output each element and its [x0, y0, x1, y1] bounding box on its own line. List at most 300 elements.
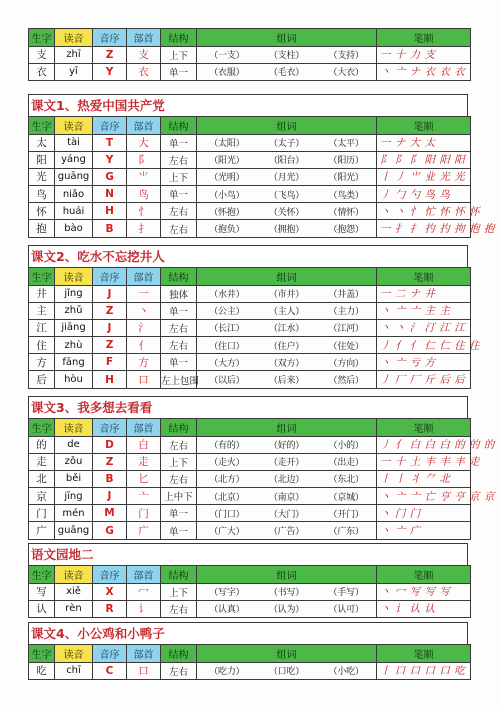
word-item: （抱负）: [209, 225, 245, 236]
table-row: [29, 505, 471, 522]
cell-pinyin: mén: [55, 505, 93, 522]
cell-char: 广: [29, 522, 55, 539]
header-words: 组词: [197, 29, 377, 47]
cell-char: 京: [29, 488, 55, 505]
table-row: [29, 453, 471, 470]
word-item: （关怀）: [268, 207, 305, 218]
word-item: （阳历）: [328, 156, 364, 167]
header-pinyin: 读音: [55, 268, 93, 286]
cell-letter: Z: [93, 302, 127, 319]
cell-strokes: 丶 冖 写 写 写: [377, 583, 471, 600]
table-row: [29, 151, 471, 168]
word-item: （小鸟）: [209, 190, 245, 201]
cell-char: 北: [29, 470, 55, 487]
table-row: [29, 319, 471, 336]
cell-pinyin: hòu: [55, 371, 93, 388]
header-radical: 部首: [127, 419, 161, 437]
cell-pinyin: guǎng: [55, 522, 93, 539]
word-item: （写字）: [209, 588, 245, 599]
cell-structure: 独体: [161, 285, 197, 302]
cell-char: 光: [29, 168, 55, 185]
word-item: （光明）: [209, 173, 245, 184]
cell-radical: 方: [127, 354, 161, 371]
character-table: [28, 565, 471, 618]
word-group: [197, 64, 376, 80]
word-group: [197, 135, 376, 151]
word-item: （住处）: [328, 341, 364, 352]
word-item: （方向）: [328, 358, 364, 369]
word-item: （出走）: [328, 458, 364, 469]
cell-letter: B: [93, 470, 127, 487]
cell-letter: J: [93, 319, 127, 336]
cell-words: [197, 453, 377, 470]
lesson-section: [28, 543, 468, 618]
cell-char: 住: [29, 337, 55, 354]
word-item: （拥抱）: [268, 225, 305, 236]
cell-radical: 讠: [127, 600, 161, 617]
cell-char: 主: [29, 302, 55, 319]
cell-radical: 忄: [127, 203, 161, 220]
cell-radical: 衣: [127, 63, 161, 80]
word-item: （京城）: [328, 492, 364, 503]
cell-words: [197, 220, 377, 237]
word-item: （大方）: [209, 358, 245, 369]
section-title: 课文2、吃水不忘挖井人: [28, 245, 468, 267]
word-item: （门口）: [209, 509, 245, 520]
cell-strokes: 丶 丶 氵 汀 江 江: [377, 319, 471, 336]
word-item: （广大）: [209, 527, 245, 538]
cell-char: 阳: [29, 151, 55, 168]
cell-structure: 左右: [161, 470, 197, 487]
cell-radical: 氵: [127, 319, 161, 336]
cell-words: [197, 46, 377, 63]
cell-radical: 口: [127, 662, 161, 679]
header-structure: 结构: [161, 645, 197, 663]
table-row: [29, 285, 471, 302]
cell-strokes: 一 扌 扌 扚 扚 拘 抱 抱: [377, 220, 471, 237]
word-item: （江水）: [268, 324, 305, 335]
table-row: [29, 662, 471, 679]
table-row: [29, 470, 471, 487]
word-item: （抱怨）: [328, 225, 364, 236]
header-words: 组词: [197, 117, 377, 135]
cell-radical: 亠: [127, 488, 161, 505]
cell-structure: 左右: [161, 319, 197, 336]
cell-words: [197, 662, 377, 679]
table-header-row: [29, 566, 471, 584]
word-group: [197, 601, 376, 617]
cell-strokes: 丨 口 口 口 口 吃: [377, 662, 471, 679]
word-item: （小吃）: [328, 667, 364, 678]
cell-words: [197, 203, 377, 220]
word-item: （住户）: [268, 341, 305, 352]
header-char: 生字: [29, 268, 55, 286]
cell-radical: 亻: [127, 337, 161, 354]
cell-strokes: 一 ナ 大 太: [377, 134, 471, 151]
header-letter: 音序: [93, 566, 127, 584]
table-row: [29, 220, 471, 237]
section-title: 课文1、热爱中国共产党: [28, 94, 468, 116]
header-letter: 音序: [93, 645, 127, 663]
word-item: （认可）: [328, 605, 364, 616]
table-row: [29, 302, 471, 319]
word-item: （有的）: [209, 441, 245, 452]
word-item: （毛衣）: [268, 68, 305, 79]
cell-pinyin: zǒu: [55, 453, 93, 470]
header-char: 生字: [29, 117, 55, 135]
cell-pinyin: jǐng: [55, 285, 93, 302]
header-radical: 部首: [127, 566, 161, 584]
word-item: （东北）: [328, 475, 364, 486]
cell-radical: 支: [127, 46, 161, 63]
word-item: （阳光）: [328, 173, 364, 184]
word-item: （水井）: [209, 290, 245, 301]
cell-radical: 鸟: [127, 186, 161, 203]
cell-pinyin: bào: [55, 220, 93, 237]
table-header-row: [29, 117, 471, 135]
cell-strokes: 丶 丶 忄 忙 怀 怀 怀: [377, 203, 471, 220]
cell-radical: 广: [127, 522, 161, 539]
cell-letter: H: [93, 203, 127, 220]
cell-strokes: 丿 勹 勺 鸟 鸟: [377, 186, 471, 203]
word-item: （阳光）: [209, 156, 245, 167]
cell-pinyin: zhǔ: [55, 302, 93, 319]
cell-words: [197, 134, 377, 151]
cell-letter: H: [93, 371, 127, 388]
word-group: [197, 505, 376, 521]
cell-char: 认: [29, 600, 55, 617]
cell-structure: 左右: [161, 436, 197, 453]
lesson-section: [28, 94, 495, 238]
cell-words: [197, 354, 377, 371]
cell-pinyin: jiāng: [55, 319, 93, 336]
cell-letter: F: [93, 354, 127, 371]
character-table: [28, 418, 495, 540]
cell-letter: B: [93, 220, 127, 237]
cell-words: [197, 186, 377, 203]
word-item: （走开）: [268, 458, 305, 469]
word-group: [197, 371, 376, 387]
word-item: （南京）: [268, 492, 305, 503]
word-item: （一支）: [209, 51, 245, 62]
cell-strokes: 丶 亠 ナ 衣 衣 衣: [377, 63, 471, 80]
word-group: [197, 186, 376, 202]
cell-structure: 上中下: [161, 488, 197, 505]
cell-char: 太: [29, 134, 55, 151]
cell-char: 鸟: [29, 186, 55, 203]
word-item: （公主）: [209, 307, 245, 318]
header-pinyin: 读音: [55, 566, 93, 584]
word-item: （口吃）: [268, 667, 305, 678]
cell-strokes: 一 十 力 支: [377, 46, 471, 63]
cell-words: [197, 319, 377, 336]
cell-words: [197, 302, 377, 319]
cell-char: 门: [29, 505, 55, 522]
cell-letter: M: [93, 505, 127, 522]
word-group: [197, 337, 376, 353]
character-table: [28, 28, 471, 81]
word-item: （认真）: [209, 605, 245, 616]
table-header-row: [29, 268, 471, 286]
character-table: [28, 644, 471, 680]
section-title: 课文4、小公鸡和小鸭子: [28, 622, 468, 644]
word-item: （长江）: [209, 324, 245, 335]
cell-letter: J: [93, 488, 127, 505]
cell-pinyin: yáng: [55, 151, 93, 168]
table-header-row: [29, 645, 471, 663]
word-item: （认为）: [268, 605, 305, 616]
cell-structure: 左右: [161, 662, 197, 679]
cell-strokes: 丶 门 门: [377, 505, 471, 522]
header-char: 生字: [29, 29, 55, 47]
cell-strokes: 丿 亻 亻 仁 仁 住 住: [377, 337, 471, 354]
cell-pinyin: zhī: [55, 46, 93, 63]
word-item: （月光）: [268, 173, 305, 184]
cell-pinyin: guāng: [55, 168, 93, 185]
header-strokes: 笔顺: [377, 117, 471, 135]
cell-structure: 单一: [161, 302, 197, 319]
header-strokes: 笔顺: [377, 645, 471, 663]
header-pinyin: 读音: [55, 117, 93, 135]
cell-char: 井: [29, 285, 55, 302]
word-item: （支持）: [328, 51, 364, 62]
word-item: （手写）: [328, 588, 364, 599]
cell-pinyin: běi: [55, 470, 93, 487]
cell-pinyin: niǎo: [55, 186, 93, 203]
cell-structure: 上下: [161, 453, 197, 470]
cell-pinyin: jīng: [55, 488, 93, 505]
table-row: [29, 203, 471, 220]
cell-radical: 扌: [127, 220, 161, 237]
cell-structure: 单一: [161, 186, 197, 203]
cell-radical: 一: [127, 285, 161, 302]
word-item: （广东）: [328, 527, 364, 538]
header-letter: 音序: [93, 29, 127, 47]
cell-char: 写: [29, 583, 55, 600]
cell-radical: 走: [127, 453, 161, 470]
word-item: （大门）: [268, 509, 305, 520]
word-item: （飞鸟）: [268, 190, 305, 201]
word-item: （然后）: [328, 376, 364, 387]
header-char: 生字: [29, 419, 55, 437]
cell-strokes: 丶 亠 亠 亡 亨 亨 京 京: [377, 488, 471, 505]
cell-pinyin: yī: [55, 63, 93, 80]
cell-structure: 单一: [161, 63, 197, 80]
cell-pinyin: rèn: [55, 600, 93, 617]
cell-letter: G: [93, 522, 127, 539]
cell-strokes: 一 二 ナ 井: [377, 285, 471, 302]
lesson-section: [28, 245, 481, 389]
cell-char: 吃: [29, 662, 55, 679]
table-row: [29, 600, 471, 617]
header-char: 生字: [29, 645, 55, 663]
cell-structure: 左右: [161, 203, 197, 220]
cell-words: [197, 337, 377, 354]
word-item: （江河）: [328, 324, 364, 335]
table-row: [29, 63, 471, 80]
cell-structure: 左右: [161, 151, 197, 168]
cell-structure: 单一: [161, 522, 197, 539]
cell-structure: 左右: [161, 337, 197, 354]
table-row: [29, 186, 471, 203]
header-radical: 部首: [127, 645, 161, 663]
word-item: （支柱）: [268, 51, 305, 62]
cell-letter: C: [93, 662, 127, 679]
word-item: （北方）: [209, 475, 245, 486]
header-words: 组词: [197, 419, 377, 437]
cell-letter: T: [93, 134, 127, 151]
cell-structure: 单一: [161, 505, 197, 522]
table-row: [29, 488, 471, 505]
cell-char: 抱: [29, 220, 55, 237]
cell-strokes: 丶 亠 广: [377, 522, 471, 539]
table-header-row: [29, 29, 471, 47]
word-item: （北京）: [209, 492, 245, 503]
word-item: （北边）: [268, 475, 305, 486]
cell-letter: Z: [93, 46, 127, 63]
header-words: 组词: [197, 645, 377, 663]
cell-words: [197, 488, 377, 505]
cell-strokes: 丶 亠 亏 方: [377, 354, 471, 371]
cell-char: 怀: [29, 203, 55, 220]
cell-words: [197, 436, 377, 453]
cell-letter: Z: [93, 453, 127, 470]
header-strokes: 笔顺: [377, 29, 471, 47]
word-group: [197, 488, 376, 504]
cell-char: 支: [29, 46, 55, 63]
cell-structure: 单一: [161, 134, 197, 151]
cell-radical: 冖: [127, 583, 161, 600]
word-item: （太子）: [268, 139, 305, 150]
table-header-row: [29, 419, 471, 437]
cell-char: 后: [29, 371, 55, 388]
table-row: [29, 46, 471, 63]
cell-strokes: 丨 丿 ⺌ 业 光 光: [377, 168, 471, 185]
header-words: 组词: [197, 566, 377, 584]
word-item: （后来）: [268, 376, 305, 387]
word-item: （阳台）: [268, 156, 305, 167]
header-structure: 结构: [161, 566, 197, 584]
table-row: [29, 168, 471, 185]
table-row: [29, 583, 471, 600]
cell-pinyin: tài: [55, 134, 93, 151]
cell-strokes: 丶 亠 亠 主 主: [377, 302, 471, 319]
cell-strokes: 丿 亻 白 白 白 的 的 的: [377, 436, 471, 453]
cell-pinyin: fāng: [55, 354, 93, 371]
cell-structure: 左上包围: [161, 371, 197, 388]
cell-radical: 白: [127, 436, 161, 453]
word-item: （小的）: [328, 441, 364, 452]
word-item: （书写）: [268, 588, 305, 599]
cell-strokes: 丨 丨 丬 ⺈ 北: [377, 470, 471, 487]
cell-words: [197, 285, 377, 302]
word-item: （双方）: [268, 358, 305, 369]
cell-pinyin: huái: [55, 203, 93, 220]
table-row: [29, 134, 471, 151]
cell-structure: 上下: [161, 583, 197, 600]
cell-radical: 匕: [127, 470, 161, 487]
header-letter: 音序: [93, 117, 127, 135]
lesson-section: [28, 396, 495, 540]
lesson-section: [28, 28, 468, 81]
header-structure: 结构: [161, 117, 197, 135]
word-group: [197, 522, 376, 538]
cell-radical: 大: [127, 134, 161, 151]
word-group: [197, 303, 376, 319]
cell-words: [197, 371, 377, 388]
word-item: （住口）: [209, 341, 245, 352]
word-item: （走火）: [209, 458, 245, 469]
cell-structure: 上下: [161, 168, 197, 185]
cell-char: 走: [29, 453, 55, 470]
cell-words: [197, 522, 377, 539]
cell-letter: X: [93, 583, 127, 600]
cell-pinyin: chī: [55, 662, 93, 679]
header-radical: 部首: [127, 29, 161, 47]
section-title: 语文园地二: [28, 543, 468, 565]
cell-structure: 上下: [161, 46, 197, 63]
word-item: （主力）: [328, 307, 364, 318]
cell-letter: R: [93, 600, 127, 617]
cell-letter: J: [93, 285, 127, 302]
word-group: [197, 152, 376, 168]
word-item: （大衣）: [328, 68, 364, 79]
cell-char: 江: [29, 319, 55, 336]
word-group: [197, 437, 376, 453]
cell-letter: Y: [93, 63, 127, 80]
cell-char: 方: [29, 354, 55, 371]
cell-strokes: 丶 讠 认 认: [377, 600, 471, 617]
word-item: （衣服）: [209, 68, 245, 79]
cell-words: [197, 583, 377, 600]
word-item: （太阳）: [209, 139, 245, 150]
word-item: （市井）: [268, 290, 305, 301]
word-item: （鸟类）: [328, 190, 364, 201]
word-item: （好的）: [268, 441, 305, 452]
header-strokes: 笔顺: [377, 566, 471, 584]
header-pinyin: 读音: [55, 419, 93, 437]
table-row: [29, 337, 471, 354]
cell-strokes: 阝 阝 阝 阳 阳 阳: [377, 151, 471, 168]
cell-letter: D: [93, 436, 127, 453]
cell-structure: 左右: [161, 220, 197, 237]
word-group: [197, 286, 376, 302]
cell-letter: Y: [93, 151, 127, 168]
word-group: [197, 471, 376, 487]
table-row: [29, 354, 471, 371]
cell-words: [197, 600, 377, 617]
header-letter: 音序: [93, 419, 127, 437]
word-group: [197, 354, 376, 370]
word-item: （以后）: [209, 376, 245, 387]
word-item: （井盖）: [328, 290, 364, 301]
word-group: [197, 203, 376, 219]
lesson-section: [28, 622, 468, 680]
cell-words: [197, 505, 377, 522]
cell-pinyin: xiě: [55, 583, 93, 600]
header-pinyin: 读音: [55, 29, 93, 47]
header-pinyin: 读音: [55, 645, 93, 663]
cell-words: [197, 168, 377, 185]
header-strokes: 笔顺: [377, 419, 471, 437]
word-group: [197, 47, 376, 63]
word-item: （吃力）: [209, 667, 245, 678]
word-group: [197, 169, 376, 185]
header-radical: 部首: [127, 268, 161, 286]
character-table: [28, 267, 481, 389]
cell-radical: 丶: [127, 302, 161, 319]
cell-words: [197, 63, 377, 80]
